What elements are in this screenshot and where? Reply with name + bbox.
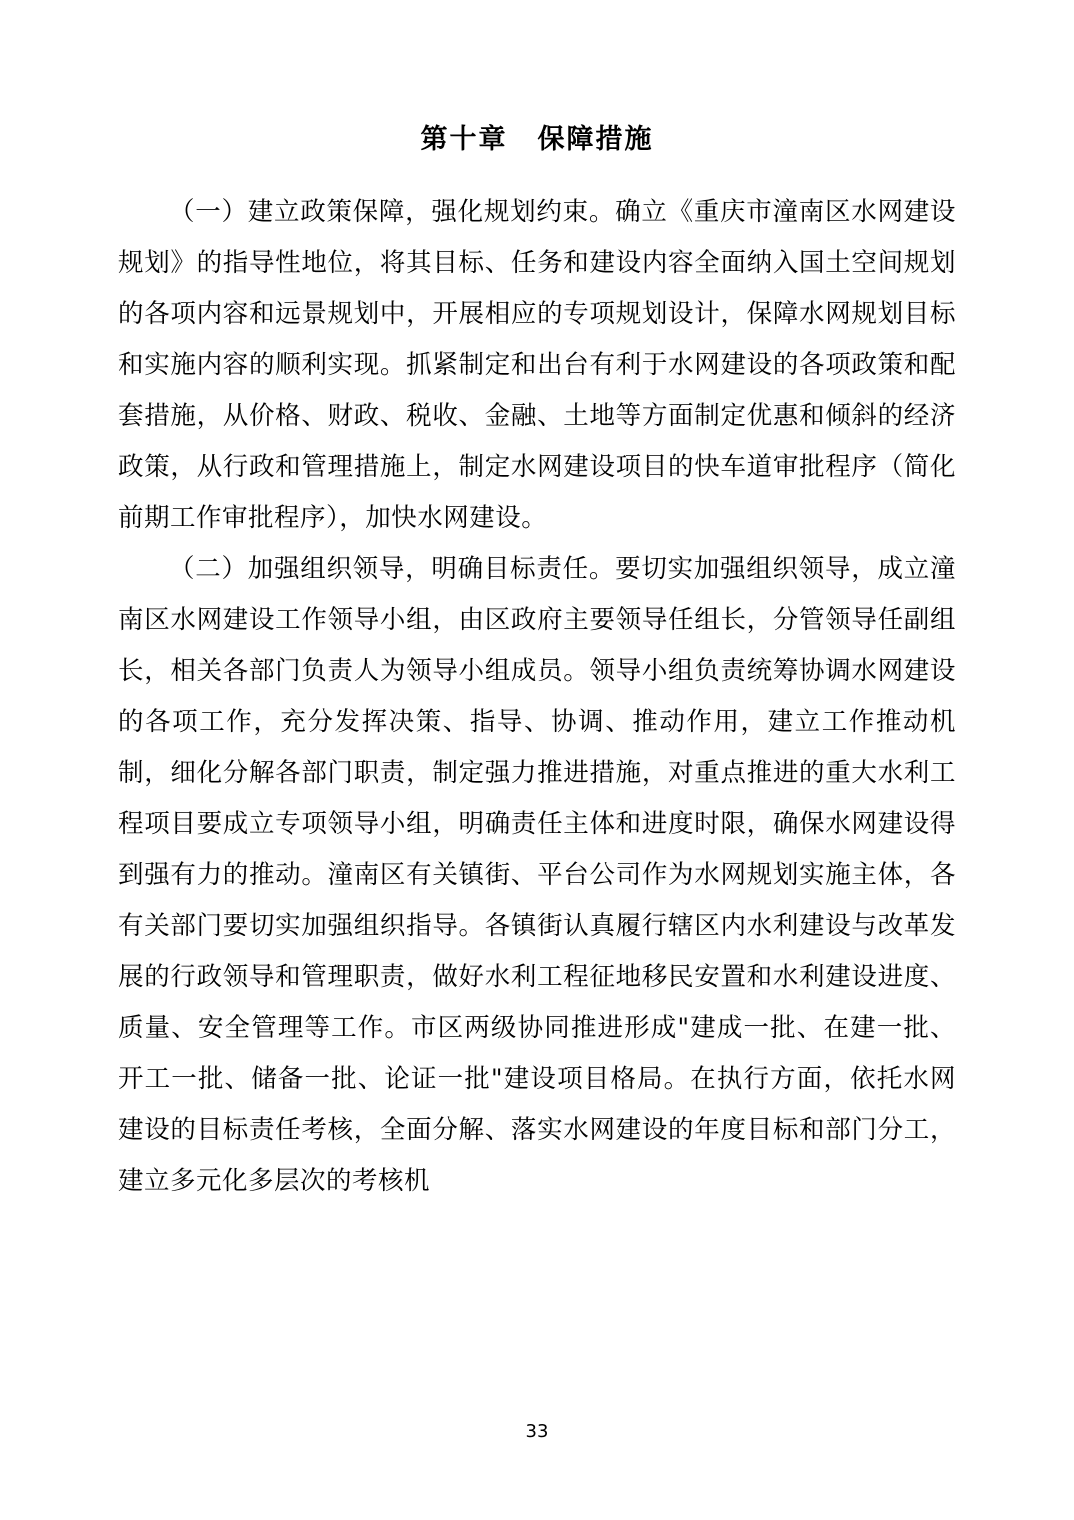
paragraph-2: （二）加强组织领导，明确目标责任。要切实加强组织领导，成立潼南区水网建设工作领导小组，由区政府主要领导任组长，分管领导任副组长，相关各部门负责人为领导小组成员。领导小组负责统筹协调水网建设的各项工作，充分发挥决策、指导、协调、推动作用，建立工作推动机制，细化分解各部门职责，制定强力推进措施，对重点推进的重大水利工程项目要成立专项领导小组，明确责任主体和进度时限，确保水网建设得到强有力的推动。潼南区有关镇街、平台公司作为水网规划实施主体，各有关部门要切实加强组织指导。各镇街认真履行辖区内水利建设与改革发展的行政领导和管理职责，做好水利工程征地移民安置和水利建设进度、质量、安全管理等工作。市区两级协同推进形成"建成一批、在建一批、开工一批、储备一批、论证一批"建设项目格局。在执行方面，依托水网建设的目标责任考核，全面分解、落实水网建设的年度目标和部门分工，建立多元化多层次的考核机 [118, 553, 956, 1196]
page-title [118, 120, 956, 161]
chapter-number: 第十章 [420, 124, 508, 155]
page-number: 33 [525, 1421, 549, 1442]
chapter-name: 保障措施 [537, 124, 654, 155]
paragraph-1: （一）建立政策保障，强化规划约束。确立《重庆市潼南区水网建设规划》的指导性地位，将其目标、任务和建设内容全面纳入国土空间规划的各项内容和远景规划中，开展相应的专项规划设计，保障水网规划目标和实施内容的顺利实现。抓紧制定和出台有利于水网建设的各项政策和配套措施，从价格、财政、税收、金融、土地等方面制定优惠和倾斜的经济政策，从行政和管理措施上，制定水网建设项目的快车道审批程序（简化前期工作审批程序），加快水网建设。 [118, 196, 956, 533]
